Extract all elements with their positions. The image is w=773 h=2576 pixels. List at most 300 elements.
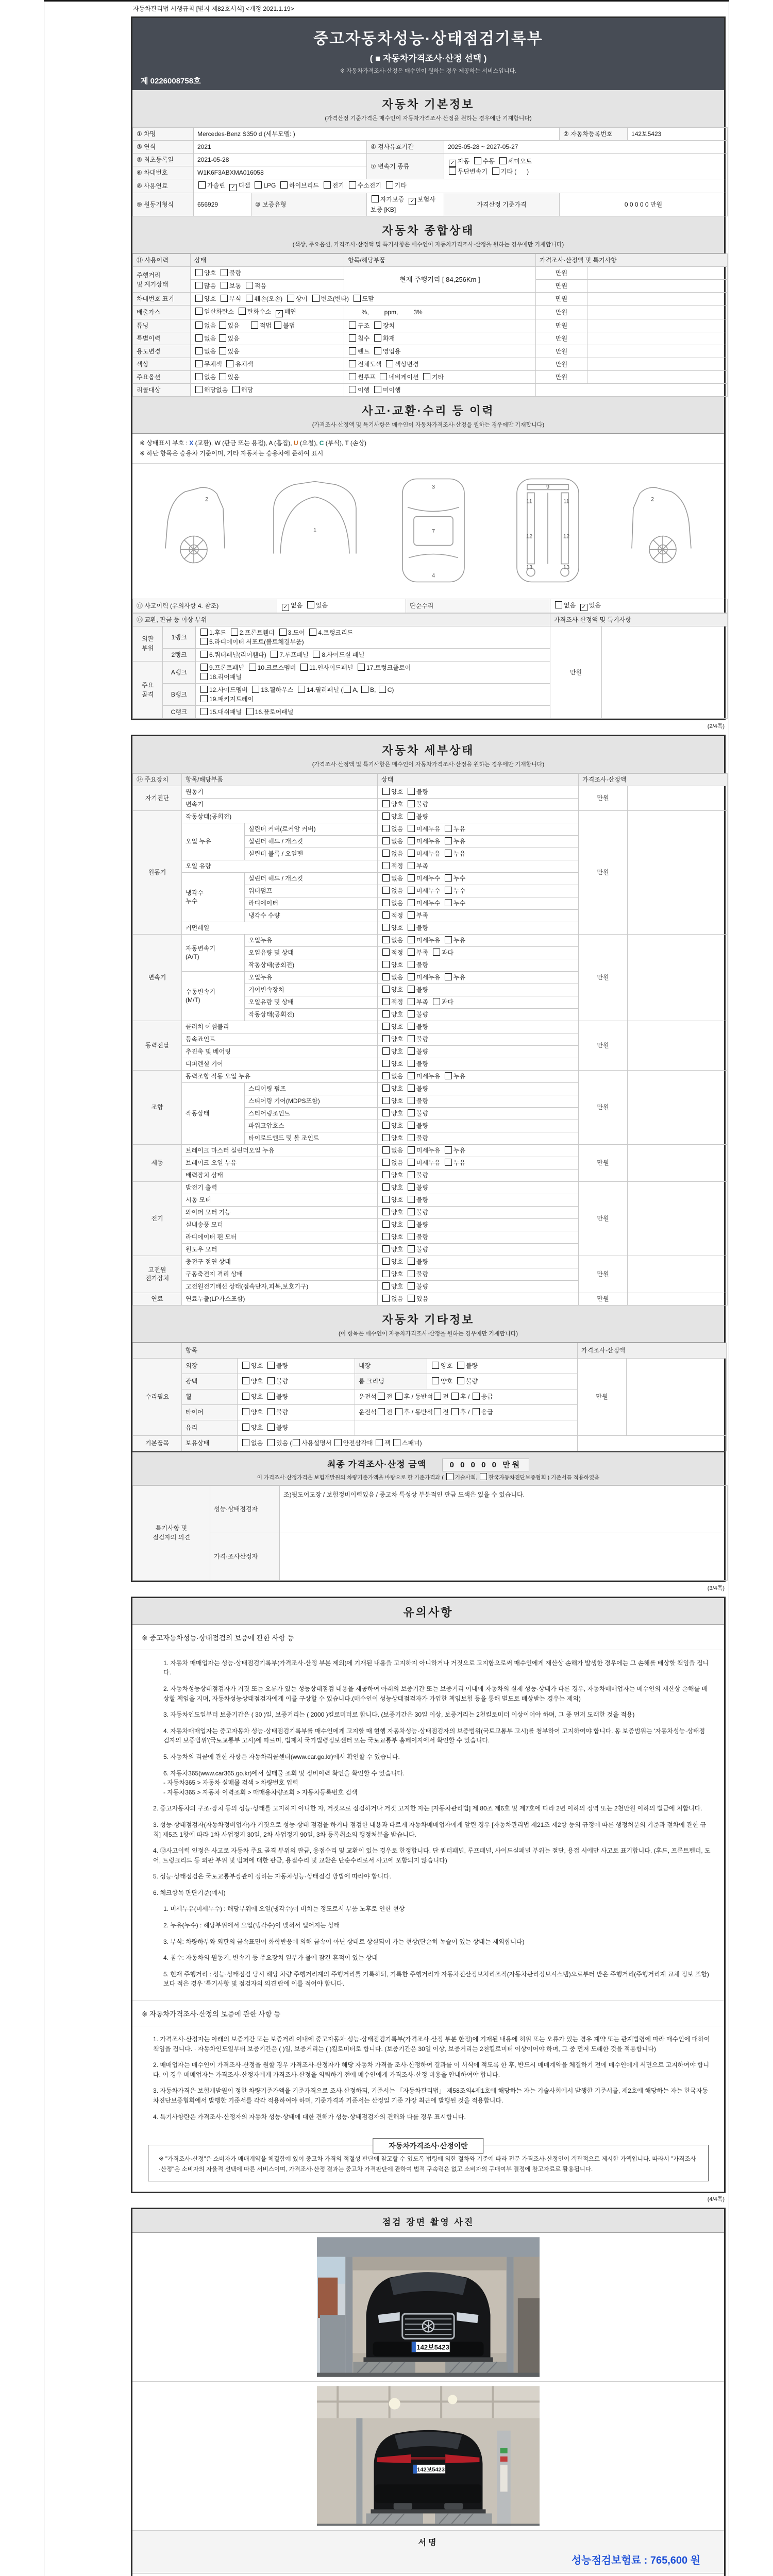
section-title: 자동차 기타정보 <box>382 1313 475 1326</box>
document-content <box>131 2 726 2576</box>
table-cell: 양호 불량 <box>191 267 344 280</box>
table-cell: 양호 불량 <box>238 1358 355 1374</box>
table-cell: 발전기 출력 <box>182 1181 378 1194</box>
checkbox <box>382 1183 390 1191</box>
table-cell: 가격·조사산정자 <box>210 1533 280 1580</box>
table-cell: 만원 <box>536 306 587 319</box>
table-row <box>133 773 728 786</box>
checkbox <box>408 1109 415 1116</box>
table-cell: 만원 <box>536 293 587 306</box>
table-cell: 고전원 전기장치 <box>133 1256 182 1293</box>
table-cell: 성능·상태점검자 <box>210 1485 280 1533</box>
checkbox <box>382 936 390 943</box>
checkbox <box>200 686 208 693</box>
table-cell: 실내송풍 모터 <box>182 1218 378 1231</box>
checkbox <box>374 347 381 354</box>
checkbox <box>378 1393 385 1400</box>
checkbox <box>408 899 415 906</box>
checkbox <box>382 1233 390 1240</box>
table-cell: 원동기 <box>182 786 378 798</box>
checkbox <box>382 788 390 795</box>
table-cell: 양호 불량 <box>378 959 579 971</box>
table-cell: 가격조사·산정액 <box>578 1343 727 1358</box>
checkbox <box>408 1258 415 1265</box>
checkbox <box>423 373 430 380</box>
checkbox <box>434 1408 441 1415</box>
notice-item: 3. 자동차가격은 보험개발원이 정한 차량기준가액을 기준가격으로 조사·산정하되, 기준서는 「자동차관리법」 제58조의4제1호에 해당하는 자는 기술사회에서 발행한 기준서를, 제2호에 해당하는 자는 한국자동차진단보증협회에서 발행한 기준서를 각각 적용하여야 하며, 기준가격과 기준서는 산정일 기준 가장 최근에 발행된 것을 적용합니다. <box>153 2087 709 2104</box>
table-cell: ⑥ 차대번호 <box>133 166 194 179</box>
table-cell: 단순수리 <box>406 599 550 613</box>
table-cell: 썬루프 네비게이션 기타 <box>344 371 536 384</box>
checkbox <box>195 308 203 315</box>
notice-item: 5. 현재 주행거리 : 성능·상태점검 당시 해당 차량 주행거리계의 주행거리를 기록하되, 기록한 주행거리가 자동차전산정보처리조직(자동차관리정보시스템)으로부터 받은 주행거리(주행거리계 교체 정보 포함)보다 적은 경우 '특기사항 및 점검자의 의견'란에 이를 적어야 합니다. <box>163 1970 709 1988</box>
table-cell: 윈도우 모터 <box>182 1243 378 1256</box>
notice-item: 3. 부식: 차량하부와 외판의 금속표면이 화학반응에 의해 금속이 아닌 상태로 상실되어 가는 현상(단순히 녹슬어 있는 상태는 제외합니다) <box>163 1938 525 1945</box>
photos-title: 점검 장면 촬영 사진 <box>382 2217 475 2228</box>
checkbox <box>395 1408 402 1415</box>
table-cell: 적정 부족 <box>378 909 579 922</box>
checkbox <box>382 825 390 832</box>
checkbox <box>382 1208 390 1215</box>
table-cell: 일산화탄소 탄화수소 ✓ 매연 <box>191 306 344 319</box>
confirmation-footer <box>132 2573 724 2576</box>
checkbox <box>382 1047 390 1055</box>
table-cell: ⑧ 사용연료 <box>133 179 194 193</box>
car-diagram-svg <box>145 470 712 591</box>
table-row <box>133 306 728 319</box>
checkbox <box>432 1377 439 1384</box>
checkbox <box>267 1377 275 1384</box>
table-cell: B랭크 <box>163 683 196 705</box>
data-table <box>132 1485 728 1581</box>
checkbox <box>386 181 393 189</box>
data-table <box>132 253 728 397</box>
note-segment: X <box>189 439 194 447</box>
table-cell: 없음 미세누유 누유 <box>378 1070 579 1082</box>
checkbox <box>246 708 254 715</box>
final-price-value <box>442 1459 530 1471</box>
table-row <box>133 1435 727 1451</box>
table-row <box>133 1358 727 1374</box>
final-price-digits: 0 0 0 0 0 <box>449 1460 498 1469</box>
section-banner-basic <box>132 90 724 127</box>
table-cell: 구조 장치 <box>344 319 536 332</box>
inspection-photo-front <box>132 2233 724 2382</box>
table-cell: 추진축 및 베어링 <box>182 1045 378 1058</box>
table-cell: 작동상태(공회전) <box>245 1008 378 1021</box>
svg-text:11: 11 <box>563 498 569 505</box>
checkbox <box>408 788 415 795</box>
table-cell: 없음 미세누유 누유 <box>378 934 579 946</box>
checkbox <box>499 157 507 164</box>
table-cell: 시동 모터 <box>182 1194 378 1206</box>
final-price-band <box>132 1451 724 1485</box>
table-cell: 만원 <box>579 810 628 934</box>
table-cell <box>628 1144 728 1181</box>
checkbox <box>287 295 294 302</box>
checkbox <box>267 1393 275 1400</box>
table-row <box>133 141 728 154</box>
svg-text:2: 2 <box>650 496 654 503</box>
service-note: ※ 자동차가격조사·산정은 매수인이 원하는 경우 제공하는 서비스입니다. <box>340 68 517 74</box>
table-cell: 양호 불량 <box>238 1404 355 1420</box>
checkbox <box>226 360 233 367</box>
table-cell: 워터펌프 <box>245 885 378 897</box>
table-cell: 충전구 절연 상태 <box>182 1256 378 1268</box>
page-box-2 <box>131 735 726 1582</box>
table-cell: 양호 불량 <box>378 1231 579 1243</box>
checkbox <box>382 862 390 869</box>
checkbox <box>408 837 415 844</box>
table-cell: 없음 있음 <box>191 332 344 345</box>
table-cell: 양호 불량 <box>378 1058 579 1070</box>
section-banner-detail <box>132 736 724 773</box>
table-cell <box>587 319 728 332</box>
notice-item: 3. 성능·상태점검자(자동차정비업자)가 거짓으로 성능·상태 점검을 하거나 점검한 내용과 다르게 자동차매매업자에게 알린 경우 [자동차관리법 제21조 제2항 등의 규정에 따른 행정처분의 기준과 절차에 관한 규칙] 제5조 1항에 따라 1차 사업정지 30일, 2차 사업정지 90일, 3차 등록취소의 행정처분을 받습니다. <box>153 1821 707 1838</box>
table-cell: 만원 <box>536 267 587 280</box>
data-table <box>132 599 728 613</box>
table-row <box>133 786 728 798</box>
checkbox <box>239 308 246 315</box>
table-row <box>133 254 728 267</box>
section-title: 자동차 종합상태 <box>382 224 475 237</box>
table-cell: 튜닝 <box>133 319 191 332</box>
table-row <box>133 371 728 384</box>
table-cell: 양호 불량 <box>378 1268 579 1280</box>
checkbox <box>382 850 390 857</box>
table-cell: 양호 불량 <box>427 1374 578 1389</box>
checkbox <box>408 1060 415 1067</box>
table-cell: 없음 미세누유 누유 <box>378 848 579 860</box>
table-cell: 15.대쉬패널 16.플로어패널 <box>196 705 550 718</box>
checkbox-checked: ✓ <box>409 198 416 205</box>
table-cell: 만원 <box>579 934 628 1021</box>
checkbox <box>231 629 238 636</box>
table-cell: 양호 불량 <box>378 1132 579 1144</box>
checkbox-checked: ✓ <box>449 160 456 167</box>
table-cell: 상태 <box>378 773 579 786</box>
table-cell: 많음 보통 적음 <box>191 280 344 293</box>
table-cell: 해당없음 해당 <box>191 384 344 397</box>
checkbox <box>251 321 258 329</box>
table-row <box>133 810 728 823</box>
table-cell: 656929 <box>194 193 251 216</box>
note-segment: (요철), <box>298 439 320 447</box>
checkbox <box>219 321 226 329</box>
checkbox <box>457 1362 464 1369</box>
note-segment: C <box>319 439 324 447</box>
checkbox <box>555 601 562 608</box>
notice-part2-header: ※ 자동차가격조사·산정의 보증에 관한 사항 등 <box>132 2001 724 2026</box>
table-cell: 없음 있음 <box>191 371 344 384</box>
table-cell: 주요 골격 <box>133 661 163 718</box>
document-sheet <box>44 0 729 2576</box>
table-cell: 2랭크 <box>163 648 196 661</box>
checkbox <box>200 664 208 671</box>
table-cell: 양호 불량 <box>378 810 579 823</box>
checkbox <box>382 874 390 882</box>
checkbox <box>480 1473 487 1480</box>
checkbox <box>408 1122 415 1129</box>
checkbox <box>279 629 287 636</box>
table-cell: 전체도색 색상변경 <box>344 358 536 371</box>
table-cell: ⑫ 사고이력 (유의사항 4. 참조) <box>133 599 277 613</box>
table-cell: 유리 <box>182 1420 238 1435</box>
checkbox <box>408 924 415 931</box>
checkbox <box>379 686 386 693</box>
table-cell: 없음 미세누유 누유 <box>378 1144 579 1157</box>
table-cell: 만원 <box>536 280 587 293</box>
table-cell <box>536 384 728 397</box>
table-cell: 양호 불량 <box>378 1218 579 1231</box>
document-subtitle: ( ■ 자동차가격조사·산정 선택 ) <box>369 54 487 63</box>
table-cell: 없음 있음 ( 사용설명서 안전삼각대 잭 스패너) <box>238 1435 578 1451</box>
table-row <box>133 1485 728 1533</box>
checkbox <box>382 1084 390 1092</box>
table-cell: 양호 불량 <box>238 1420 355 1435</box>
checkbox <box>445 1072 452 1079</box>
other-info-table <box>132 1343 724 1451</box>
table-cell: 142보5423 <box>628 128 728 141</box>
checkbox <box>382 1270 390 1277</box>
panel-rank-table <box>132 613 724 719</box>
checkbox <box>382 1109 390 1116</box>
table-cell: ⑪ 사용이력 <box>133 254 191 267</box>
checkbox <box>382 887 390 894</box>
table-cell <box>578 1435 727 1451</box>
checkbox <box>408 948 415 956</box>
table-cell: 양호 불량 <box>378 1280 579 1293</box>
checkbox <box>195 386 203 393</box>
checkbox <box>382 986 390 993</box>
table-cell: 양호 불량 <box>378 1045 579 1058</box>
table-cell: 스티어링조인트 <box>245 1107 378 1120</box>
table-cell: 변속기 <box>182 798 378 810</box>
checkbox <box>382 1295 390 1302</box>
photo-rear-svg <box>317 2386 540 2526</box>
table-cell: 배력장치 상태 <box>182 1169 378 1181</box>
table-cell <box>628 1293 728 1305</box>
checkbox <box>432 1362 439 1369</box>
notice-item: 3. 자동차인도일부터 보증기간은 ( 30 )일, 보증거리는 ( 2000 )킬로미터로 합니다. (보증기간은 30일 이상, 보증거리는 2천킬로미터 이상이어야 하며, 그 중 먼저 도래한 것을 적용) <box>163 1711 635 1719</box>
license-plate-rear: 142보5423 <box>417 2467 445 2473</box>
table-cell <box>628 810 728 934</box>
table-cell: 양호 불량 <box>378 1206 579 1218</box>
table-row <box>133 1070 728 1082</box>
checkbox <box>473 1393 480 1400</box>
passenger-car-note: ※ 하단 항목은 승용차 기준이며, 기타 자동차는 승용차에 준하여 표시 <box>140 450 324 457</box>
table-cell: 라디에이터 팬 모터 <box>182 1231 378 1243</box>
table-cell: 없음 미세누수 누수 <box>378 897 579 909</box>
checkbox <box>382 1122 390 1129</box>
table-cell: 양호 불량 <box>378 1033 579 1045</box>
table-cell: 파워고압호스 <box>245 1120 378 1132</box>
checkbox <box>408 1035 415 1042</box>
checkbox <box>382 1060 390 1067</box>
svg-text:2: 2 <box>205 496 209 503</box>
checkbox <box>349 334 356 342</box>
notice-title: 유의사항 <box>403 1605 453 1619</box>
table-cell: 색상 <box>133 358 191 371</box>
table-cell: 현재 주행거리 [ 84,256Km ] <box>344 267 536 293</box>
checkbox <box>242 1362 249 1369</box>
checkbox <box>382 812 390 820</box>
checkbox <box>382 1258 390 1265</box>
checkbox <box>408 800 415 807</box>
checkbox <box>374 334 381 342</box>
checkbox <box>271 651 278 658</box>
page-box-4 <box>131 2208 726 2576</box>
table-cell <box>628 1256 728 1293</box>
table-cell: 타이어 <box>182 1404 238 1420</box>
table-cell: 클러치 어셈블리 <box>182 1021 378 1033</box>
notice-item: 1. 가격조사·산정자는 아래의 보증기간 또는 보증거리 이내에 중고자동차 성능·상태점검기록부(가격조사·산정 부분 한정)에 기재된 내용에 허위 또는 오류가 있는 경우 계약 또는 관계법령에 따라 매수인에 대하여 책임을 집니다. · 자동차인도일부터 보증기간은 ( )일, 보증거리는 ( )킬로미터로 합니다. (보증기간은 30일 이상, 보증거리는 2천킬로미터 이상이어야 하며, 그 중 먼저 도래한 것을 적용합니다) <box>153 2036 710 2053</box>
table-cell: 양호 불량 <box>378 1169 579 1181</box>
svg-text:13: 13 <box>526 564 533 571</box>
table-cell: 조향 <box>133 1070 182 1144</box>
table-cell: 없음 있음 <box>191 345 344 358</box>
checkbox <box>219 334 226 342</box>
table-cell: 항목 <box>182 1343 578 1358</box>
signature-section <box>132 2531 724 2573</box>
table-row <box>133 293 728 306</box>
inspection-photo-rear <box>132 2382 724 2531</box>
table-cell: 양호 불량 <box>378 1181 579 1194</box>
svg-text:1: 1 <box>313 527 317 534</box>
table-cell: 전기 <box>133 1181 182 1256</box>
checkbox <box>374 321 381 329</box>
table-cell: 작동상태(공회전) <box>182 810 378 823</box>
table-cell <box>628 934 728 1021</box>
checkbox <box>382 1097 390 1104</box>
table-cell: 보유상태 <box>182 1435 238 1451</box>
checkbox <box>408 998 415 1005</box>
checkbox <box>382 1023 390 1030</box>
table-row <box>133 193 728 216</box>
section-subtitle: (가격조사·산정액 및 특기사항은 매수인이 자동차가격조사·산정을 원하는 경우에만 기재합니다) <box>312 761 545 768</box>
notice-body-1 <box>132 1650 724 1998</box>
checkbox <box>382 961 390 968</box>
table-cell: 양호 불량 <box>378 1008 579 1021</box>
table-cell: 만원 <box>579 1144 628 1181</box>
checkbox <box>349 321 356 329</box>
table-row <box>133 384 728 397</box>
table-cell: 양호 부식 훼손(오손) 상이 변조(변타) 도말 <box>191 293 536 306</box>
table-cell: Mercedes-Benz S350 d (세부모델: ) <box>194 128 560 141</box>
checkbox <box>434 1393 441 1400</box>
table-cell: 오일누유 <box>245 934 378 946</box>
table-cell <box>587 345 728 358</box>
notice-item: 1. 미세누유(미세누수) : 해당부위에 오일(냉각수)이 비치는 정도로서 부품 노후로 인한 현상 <box>163 1905 405 1913</box>
table-cell: 무채색 유채색 <box>191 358 344 371</box>
section-banner-other <box>132 1306 724 1343</box>
price-survey-info-title: 자동차가격조사·산정이란 <box>373 2138 483 2154</box>
detail-status-table <box>132 773 724 1306</box>
table-row <box>133 154 728 166</box>
note-segment: T <box>345 439 349 447</box>
checkbox <box>433 998 440 1005</box>
table-row <box>133 934 728 946</box>
table-cell: 만원 <box>579 1181 628 1256</box>
table-cell: 가격조사·산정액 <box>579 773 728 786</box>
checkbox <box>300 664 308 671</box>
table-cell: 없음 ✓ 있음 <box>550 599 728 613</box>
checkbox <box>408 1282 415 1290</box>
table-cell: 오일유량 및 상태 <box>245 946 378 959</box>
table-cell: 없음 미세누유 누유 <box>378 971 579 984</box>
status-code-note <box>140 438 722 448</box>
table-cell: ⑬ 교환, 판금 등 이상 부위 <box>133 613 550 626</box>
notice-item: 2. 중고자동차의 구조·장치 등의 성능·상태를 고지하지 아니한 자, 거짓으로 점검하거나 거짓 고지한 자는 [자동차관리법] 제 80조 제6호 및 제7호에 따라 2년 이하의 징역 또는 2천만원 이하의 벌금에 처합니다. <box>153 1805 702 1812</box>
checkbox <box>445 825 452 832</box>
checkbox <box>382 1035 390 1042</box>
page-box-3 <box>131 1597 726 2194</box>
table-cell: ④ 검사유효기간 <box>367 141 444 154</box>
table-cell: 항목/해당부품 <box>182 773 378 786</box>
table-cell: 자기진단 <box>133 786 182 810</box>
section-subtitle: (가격산정 기준가격은 매수인이 자동차가격조사·산정을 원하는 경우에만 기재합니다) <box>325 115 532 122</box>
table-cell: 0 0 0 0 0 만원 <box>560 193 728 216</box>
table-cell: 커먼레일 <box>182 922 378 934</box>
checkbox <box>354 295 361 302</box>
table-cell: 리콜대상 <box>133 384 191 397</box>
checkbox <box>195 347 203 354</box>
checkbox <box>242 1377 249 1384</box>
table-cell: 만원 <box>579 1256 628 1293</box>
table-cell: 기어변속장치 <box>245 984 378 996</box>
photo-front-svg <box>317 2237 540 2377</box>
table-row <box>133 319 728 332</box>
checkbox <box>312 295 320 302</box>
table-cell: 운전석 전 후 / 동반석 전 후 / 응급 <box>355 1404 578 1420</box>
table-row <box>133 1293 728 1305</box>
table-cell: ① 차명 <box>133 128 194 141</box>
table-cell <box>602 626 728 718</box>
checkbox <box>474 157 481 164</box>
section-subtitle: (색상, 주요옵션, 가격조사·산정액 및 특기사항은 매수인이 자동차가격조사·산정을 원하는 경우에만 기재합니다) <box>292 242 564 248</box>
table-cell <box>628 1021 728 1070</box>
checkbox <box>382 924 390 931</box>
note-segment: A <box>268 439 273 447</box>
table-cell: 내장 <box>355 1358 427 1374</box>
checkbox <box>380 373 387 380</box>
table-cell: 실린더 헤드 / 개스킷 <box>245 872 378 885</box>
table-cell: 외판 부위 <box>133 626 163 661</box>
checkbox-checked: ✓ <box>580 604 587 611</box>
table-cell: 만원 <box>536 345 587 358</box>
checkbox <box>408 986 415 993</box>
checkbox <box>274 321 281 329</box>
table-cell: 만원 <box>578 1358 627 1435</box>
table-cell: 기본품목 <box>133 1435 182 1451</box>
table-cell: 오일유량 및 상태 <box>245 996 378 1008</box>
final-price-note: 이 가격조사·산정가격은 보험개발원의 차량기준가액을 바탕으로 한 기준가격과 ( 기술사회, 한국자동차진단보증협회 ) 기준서를 적용하였음 <box>132 1473 724 1481</box>
table-row <box>133 626 728 648</box>
table-cell: 양호 불량 <box>378 1082 579 1095</box>
checkbox <box>445 1159 452 1166</box>
checkbox <box>382 1159 390 1166</box>
checkbox <box>408 1097 415 1104</box>
checkbox <box>221 269 228 276</box>
checkbox <box>382 1171 390 1178</box>
table-cell <box>628 786 728 810</box>
checkbox <box>408 862 415 869</box>
table-cell: 만원 <box>536 319 587 332</box>
checkbox <box>309 629 316 636</box>
checkbox <box>280 181 288 189</box>
checkbox <box>382 1146 390 1154</box>
notice-item: 2. 자동차성능상태점검자가 거짓 또는 오류가 있는 성능상태점검 내용을 제공하여 아래의 보증기간 또는 보증거리 이내에 자동차의 실제 성능·상태가 다른 경우, 자동차매매업자는 매수인의 재산상 손해를 배상할 책임을 지며, 자동차성능상태점검자에게 이를 구상할 수 있습니다.(매수인이 성능상태점검자가 가입한 책임보험 등을 통해 별도로 배상받는 경우는 제외) <box>163 1685 708 1702</box>
